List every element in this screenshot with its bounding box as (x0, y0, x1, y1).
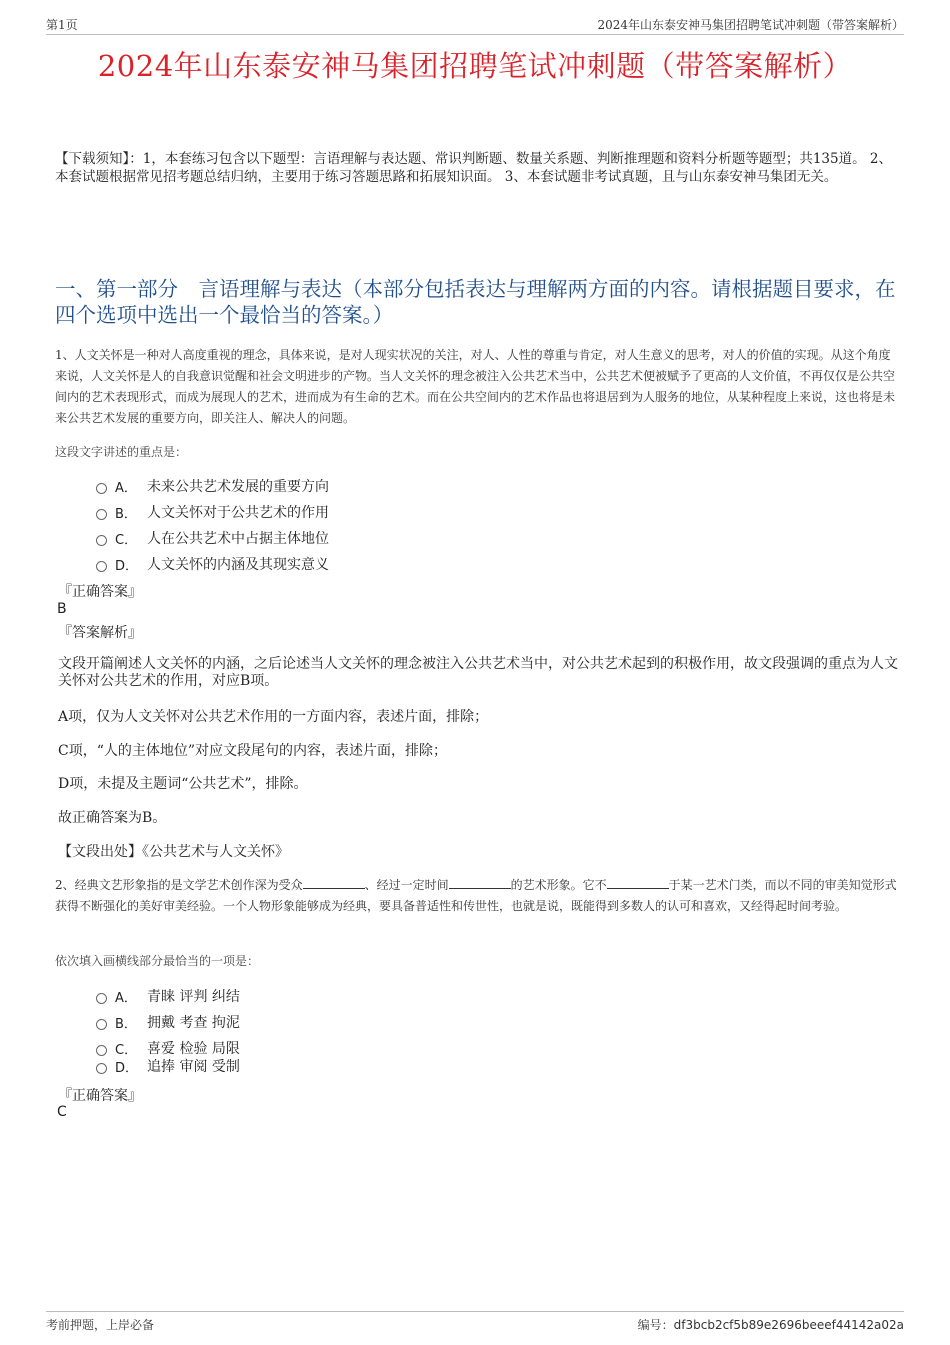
option-letter: D． (115, 558, 139, 574)
option-text: 喜爱 检验 局限 (147, 1041, 240, 1057)
section-heading: 一、第一部分 言语理解与表达（本部分包括表达与理解两方面的内容。请根据题目要求，在四个选项中选出一个最恰当的答案。） (55, 277, 896, 327)
footer-slogan: 考前押题，上岸必备 (46, 1318, 155, 1332)
option-letter: A． (115, 480, 137, 496)
q1-analysis-para: D项，未提及主题词“公共艺术”，排除。 (58, 776, 308, 792)
option-letter: C． (115, 1042, 138, 1058)
q1-analysis-para: 故正确答案为B。 (58, 810, 167, 826)
q2-option-c[interactable] (96, 1038, 240, 1058)
option-letter: B． (115, 1016, 137, 1032)
header-doc-title: 2024年山东泰安神马集团招聘笔试冲刺题（带答案解析） (597, 18, 904, 32)
download-notice: 【下载须知】：1，本套练习包含以下题型：言语理解与表达题、常识判断题、数量关系题、判断推理题和资料分析题等题型；共135道。 2、本套试题根据常见招考题总结归纳，主要用于练习答题思路和拓展知识面。 3、本套试题非考试真题，且与山东泰安神马集团无关。 (55, 151, 892, 185)
option-text: 拥戴 考查 拘泥 (147, 1015, 240, 1031)
q2-text-part: 2、经典文艺形象指的是文学艺术创作深为受众 (55, 878, 303, 892)
radio-icon[interactable] (96, 1045, 107, 1056)
page-number: 第1页 (46, 18, 78, 32)
radio-icon[interactable] (96, 993, 107, 1004)
radio-icon[interactable] (96, 1019, 107, 1030)
q1-analysis-para: A项，仅为人文关怀对公共艺术作用的一方面内容，表述片面，排除； (58, 709, 489, 725)
radio-icon[interactable] (96, 483, 107, 494)
q1-answer-label: 『正确答案』 (58, 584, 142, 600)
q1-option-b[interactable] (96, 502, 329, 522)
q2-answer-label: 『正确答案』 (58, 1088, 142, 1104)
page-header (46, 16, 904, 35)
fill-blank (303, 876, 365, 889)
page-footer (46, 1311, 904, 1332)
option-letter: C． (115, 532, 138, 548)
q1-option-d[interactable] (96, 554, 329, 574)
fill-blank (449, 876, 511, 889)
radio-icon[interactable] (96, 509, 107, 520)
question-2-prompt: 依次填入画横线部分最恰当的一项是： (55, 954, 260, 968)
radio-icon[interactable] (96, 1063, 107, 1074)
q1-answer: B (57, 601, 67, 617)
option-text: 人文关怀的内涵及其现实意义 (147, 557, 329, 573)
q2-text-part: 、经过一定时间 (364, 878, 449, 892)
option-letter: A． (115, 990, 137, 1006)
footer-code (638, 1316, 904, 1333)
q1-analysis-para: 文段开篇阐述人文关怀的内涵，之后论述当人文关怀的理念被注入公共艺术当中，对公共艺术起到的积极作用，故文段强调的重点为人文关怀对公共艺术的作用，对应B项。 (58, 656, 898, 689)
option-letter: B． (115, 506, 137, 522)
q1-option-c[interactable] (96, 528, 329, 548)
q2-option-a[interactable] (96, 986, 240, 1006)
fill-blank (607, 876, 669, 889)
q2-option-b[interactable] (96, 1012, 240, 1032)
radio-icon[interactable] (96, 535, 107, 546)
option-text: 青睐 评判 纠结 (147, 989, 240, 1005)
question-1-text: 1、人文关怀是一种对人高度重视的理念，具体来说，是对人现实状况的关注，对人、人性的尊重与肯定，对人生意义的思考，对人的价值的实现。从这个角度来说，人文关怀是人的自我意识觉醒和社会文明进步的产物。当人文关怀的理念被注入公共艺术当中，公共艺术便被赋予了更高的人文价值，不再仅仅是公共空间内的艺术表现形式，而成为展现人的艺术，进而成为有生命的艺术。而在公共空间内的艺术作品也将退居到为人服务的地位，从某种程度上来说，这也将是未来公共艺术发展的重要方向，即关注人、解决人的问题。 (55, 348, 896, 425)
document-title: 2024年山东泰安神马集团招聘笔试冲刺题（带答案解析） (97, 49, 853, 83)
q2-text-part: 的艺术形象。它不 (510, 878, 607, 892)
q2-answer: C (57, 1104, 67, 1120)
option-text: 未来公共艺术发展的重要方向 (147, 479, 329, 495)
option-text: 人在公共艺术中占据主体地位 (147, 531, 329, 547)
q1-source: 【文段出处】《公共艺术与人文关怀》 (58, 844, 289, 860)
q2-option-d[interactable] (96, 1056, 240, 1076)
question-1-prompt: 这段文字讲述的重点是： (55, 445, 188, 459)
option-letter: D． (115, 1060, 139, 1076)
q2-text-part: 于某一艺术门类，而以不同的审美知觉形式获得不断强化的美好审美经验。一个人物形象能够成为经典，要具备普适性和传世性，也就是说，既能得到多数人的认可和喜欢，又经得起时间考验。 (55, 878, 897, 913)
radio-icon[interactable] (96, 561, 107, 572)
option-text: 追捧 审阅 受制 (147, 1059, 240, 1075)
option-text: 人文关怀对于公共艺术的作用 (147, 505, 329, 521)
q1-option-a[interactable] (96, 476, 329, 496)
q1-analysis-para: C项，“人的主体地位”对应文段尾句的内容，表述片面，排除； (58, 743, 448, 759)
q1-analysis-label: 『答案解析』 (58, 625, 142, 641)
question-2-text (55, 875, 900, 917)
code-value: df3bcb2cf5b89e2696beeef44142a02a (673, 1318, 904, 1332)
code-label: 编号： (637, 1318, 674, 1332)
